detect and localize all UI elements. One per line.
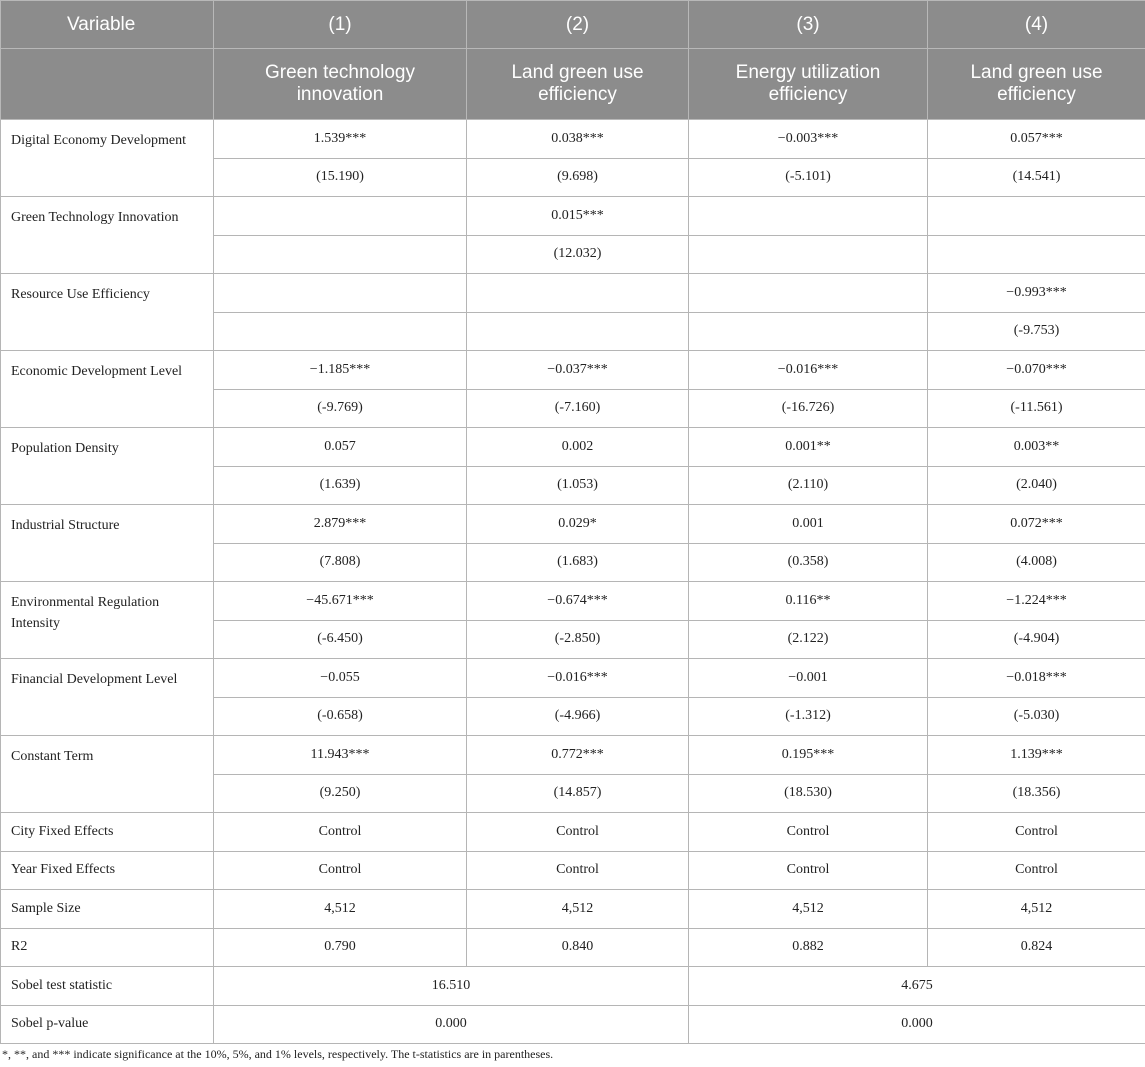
coef-cell xyxy=(689,197,928,236)
value-cell: 0.840 xyxy=(467,928,689,967)
tstat-cell: (-6.450) xyxy=(214,620,467,659)
tstat-cell: (18.530) xyxy=(689,774,928,813)
tstat-cell xyxy=(689,312,928,351)
table-row xyxy=(1,505,1145,544)
table-body xyxy=(1,120,1145,1044)
row-label: Industrial Structure xyxy=(1,505,214,582)
table-row xyxy=(1,351,1145,390)
value-cell: 0.824 xyxy=(928,928,1145,967)
coef-cell: 0.001** xyxy=(689,428,928,467)
row-label: Sobel test statistic xyxy=(1,967,214,1006)
value-cell: Control xyxy=(689,813,928,852)
table-footnote: *, **, and *** indicate significance at the 10%, 5%, and 1% levels, respectively. The t-statistics are in parentheses. xyxy=(2,1047,554,1061)
coef-cell: −0.016*** xyxy=(689,351,928,390)
coef-cell xyxy=(214,197,467,236)
tstat-cell: (-16.726) xyxy=(689,389,928,428)
tstat-cell: (-4.966) xyxy=(467,697,689,736)
header-col-4: (4) xyxy=(928,1,1145,49)
tstat-cell xyxy=(467,312,689,351)
value-cell: Control xyxy=(928,813,1145,852)
header-col-1: (1) xyxy=(214,1,467,49)
coef-cell xyxy=(214,274,467,313)
table-row xyxy=(1,890,1145,929)
coef-cell: 1.139*** xyxy=(928,736,1145,775)
tstat-cell: (9.698) xyxy=(467,158,689,197)
header-name-3: Energy utilization efficiency xyxy=(689,49,928,120)
coef-cell: −0.003*** xyxy=(689,120,928,159)
table-row xyxy=(1,851,1145,890)
tstat-cell: (12.032) xyxy=(467,235,689,274)
coef-cell: 0.057*** xyxy=(928,120,1145,159)
tstat-cell: (2.040) xyxy=(928,466,1145,505)
header-row-names xyxy=(1,49,1145,120)
header-col-2: (2) xyxy=(467,1,689,49)
header-row-numbers xyxy=(1,1,1145,49)
value-cell: Control xyxy=(928,851,1145,890)
tstat-cell xyxy=(928,235,1145,274)
coef-cell: −0.016*** xyxy=(467,659,689,698)
value-cell: 4,512 xyxy=(928,890,1145,929)
coef-cell: 11.943*** xyxy=(214,736,467,775)
sobel-cell: 4.675 xyxy=(689,967,1145,1006)
tstat-cell: (-5.030) xyxy=(928,697,1145,736)
coef-cell xyxy=(467,274,689,313)
tstat-cell: (9.250) xyxy=(214,774,467,813)
sobel-cell: 0.000 xyxy=(689,1005,1145,1044)
value-cell: 4,512 xyxy=(214,890,467,929)
row-label: Constant Term xyxy=(1,736,214,813)
row-label: Sample Size xyxy=(1,890,214,929)
tstat-cell: (-11.561) xyxy=(928,389,1145,428)
table-row xyxy=(1,659,1145,698)
value-cell: 0.790 xyxy=(214,928,467,967)
tstat-cell: (-7.160) xyxy=(467,389,689,428)
row-label: Sobel p-value xyxy=(1,1005,214,1044)
table-header xyxy=(1,1,1145,120)
tstat-cell xyxy=(689,235,928,274)
tstat-cell: (-0.658) xyxy=(214,697,467,736)
row-label: Year Fixed Effects xyxy=(1,851,214,890)
coef-cell: 1.539*** xyxy=(214,120,467,159)
tstat-cell: (18.356) xyxy=(928,774,1145,813)
coef-cell: 2.879*** xyxy=(214,505,467,544)
table-row xyxy=(1,582,1145,621)
value-cell: Control xyxy=(214,813,467,852)
tstat-cell: (14.541) xyxy=(928,158,1145,197)
value-cell: Control xyxy=(689,851,928,890)
row-label: R2 xyxy=(1,928,214,967)
value-cell: 4,512 xyxy=(689,890,928,929)
tstat-cell: (2.110) xyxy=(689,466,928,505)
sobel-cell: 16.510 xyxy=(214,967,689,1006)
tstat-cell: (1.683) xyxy=(467,543,689,582)
coef-cell: −1.185*** xyxy=(214,351,467,390)
coef-cell: −0.001 xyxy=(689,659,928,698)
coef-cell: 0.038*** xyxy=(467,120,689,159)
coef-cell: 0.195*** xyxy=(689,736,928,775)
table-row xyxy=(1,736,1145,775)
tstat-cell: (-1.312) xyxy=(689,697,928,736)
row-label: Environmental Regulation Intensity xyxy=(1,582,214,659)
coef-cell: 0.015*** xyxy=(467,197,689,236)
coef-cell: −0.070*** xyxy=(928,351,1145,390)
tstat-cell: (0.358) xyxy=(689,543,928,582)
tstat-cell: (-2.850) xyxy=(467,620,689,659)
table-row xyxy=(1,813,1145,852)
header-col-3: (3) xyxy=(689,1,928,49)
tstat-cell: (2.122) xyxy=(689,620,928,659)
row-label: Resource Use Efficiency xyxy=(1,274,214,351)
table-row xyxy=(1,1005,1145,1044)
row-label: City Fixed Effects xyxy=(1,813,214,852)
tstat-cell: (1.053) xyxy=(467,466,689,505)
value-cell: 0.882 xyxy=(689,928,928,967)
coef-cell: 0.072*** xyxy=(928,505,1145,544)
table-row xyxy=(1,967,1145,1006)
coef-cell xyxy=(689,274,928,313)
header-name-4: Land green use efficiency xyxy=(928,49,1145,120)
table-row xyxy=(1,197,1145,236)
tstat-cell xyxy=(214,235,467,274)
header-name-1: Green technology innovation xyxy=(214,49,467,120)
tstat-cell: (1.639) xyxy=(214,466,467,505)
coef-cell: −0.055 xyxy=(214,659,467,698)
header-name-2: Land green use efficiency xyxy=(467,49,689,120)
coef-cell: −0.037*** xyxy=(467,351,689,390)
coef-cell: 0.057 xyxy=(214,428,467,467)
coef-cell: 0.772*** xyxy=(467,736,689,775)
table-row xyxy=(1,120,1145,159)
header-variable: Variable xyxy=(1,1,214,49)
tstat-cell: (14.857) xyxy=(467,774,689,813)
coef-cell: 0.116** xyxy=(689,582,928,621)
table-row xyxy=(1,274,1145,313)
header-empty xyxy=(1,49,214,120)
coef-cell: −0.674*** xyxy=(467,582,689,621)
coef-cell: −45.671*** xyxy=(214,582,467,621)
tstat-cell: (-5.101) xyxy=(689,158,928,197)
row-label: Economic Development Level xyxy=(1,351,214,428)
tstat-cell: (-9.753) xyxy=(928,312,1145,351)
coef-cell: 0.003** xyxy=(928,428,1145,467)
tstat-cell: (7.808) xyxy=(214,543,467,582)
tstat-cell: (4.008) xyxy=(928,543,1145,582)
coef-cell: 0.029* xyxy=(467,505,689,544)
sobel-cell: 0.000 xyxy=(214,1005,689,1044)
row-label: Green Technology Innovation xyxy=(1,197,214,274)
coef-cell: −0.018*** xyxy=(928,659,1145,698)
table-row xyxy=(1,928,1145,967)
value-cell: Control xyxy=(467,813,689,852)
value-cell: Control xyxy=(214,851,467,890)
value-cell: Control xyxy=(467,851,689,890)
table-row xyxy=(1,428,1145,467)
tstat-cell: (-4.904) xyxy=(928,620,1145,659)
tstat-cell xyxy=(214,312,467,351)
coef-cell: −1.224*** xyxy=(928,582,1145,621)
row-label: Financial Development Level xyxy=(1,659,214,736)
coef-cell: −0.993*** xyxy=(928,274,1145,313)
value-cell: 4,512 xyxy=(467,890,689,929)
coef-cell: 0.001 xyxy=(689,505,928,544)
coef-cell: 0.002 xyxy=(467,428,689,467)
tstat-cell: (-9.769) xyxy=(214,389,467,428)
row-label: Population Density xyxy=(1,428,214,505)
coef-cell xyxy=(928,197,1145,236)
row-label: Digital Economy Development xyxy=(1,120,214,197)
tstat-cell: (15.190) xyxy=(214,158,467,197)
